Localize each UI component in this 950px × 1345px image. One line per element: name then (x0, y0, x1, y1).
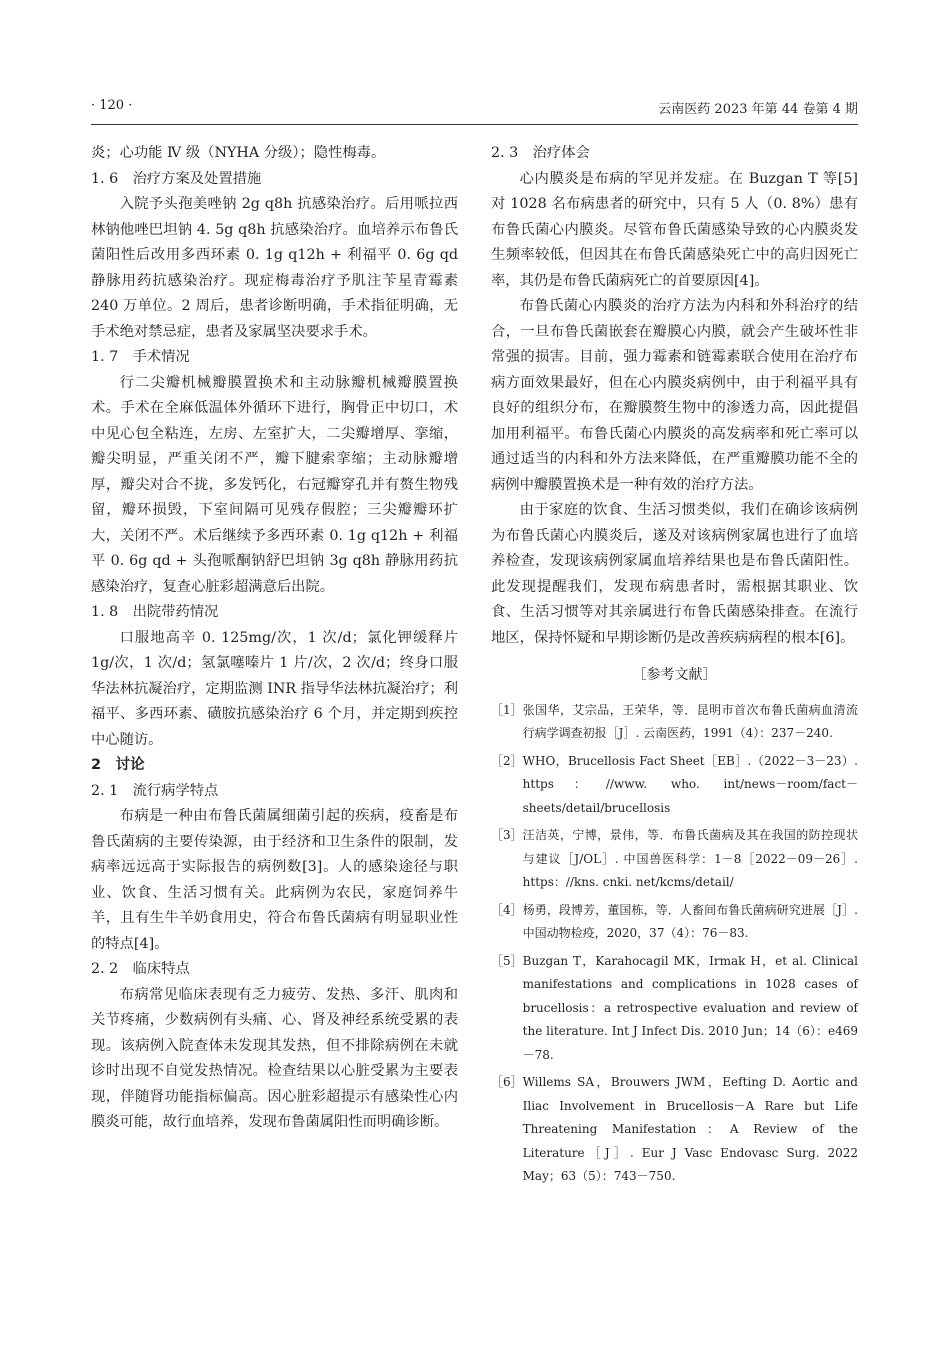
section-2-3-paragraph-3: 由于家庭的饮食、生活习惯类似，我们在确诊该病例为布鲁氏菌心内膜炎后，遂及对该病例家属也进行了血培养检查，发现该病例家属血培养结果也是布鲁氏菌阳性。此发现提醒我们，发现布病患者时，需根据其职业、饮食、生活习惯等对其亲属进行布鲁氏菌感染排查。在流行地区，保持怀疑和早期诊断仍是改善疾病病程的根本[6]。 (491, 502, 858, 646)
reference-text: 张国华，艾宗品，王荣华，等．昆明市首次布鲁氏菌病血清流行病学调查初报［J］. 云南医药，1991（4）：237－240. (522, 702, 858, 740)
reference-item (491, 824, 858, 895)
reference-number: ［5］ (491, 953, 523, 968)
section-2-1-heading: 2. 1 流行病学特点 (91, 782, 219, 799)
section-1-7-paragraph: 行二尖瓣机械瓣膜置换术和主动脉瓣机械瓣膜置换术。手术在全麻低温体外循环下进行，胸骨正中切口，术中见心包全粘连，左房、左室扩大，二尖瓣增厚、挛缩，瓣尖明显，严重关闭不严，瓣下腱索挛缩；主动脉瓣增厚，瓣尖对合不拢，多发钙化，右冠瓣穿孔并有赘生物残留，瓣环损毁，下室间隔可见残存假腔；三尖瓣瓣环扩大，关闭不严。术后继续予多西环素 0. 1g q12h + 利福平 0. 6g qd + 头孢哌酮钠舒巴坦钠 3g q8h 静脉用药抗感染治疗，复查心脏彩超满意后出院。 (91, 374, 458, 595)
reference-number: ［3］ (491, 828, 523, 842)
section-1-6-paragraph: 入院予头孢美唑钠 2g q8h 抗感染治疗。后用哌拉西林钠他唑巴坦钠 4. 5g q8h 抗感染治疗。血培养示布鲁氏菌阳性后改用多西环素 0. 1g q12h + 利福平 0. 6g qd 静脉用药抗感染治疗。现症梅毒治疗予肌注苄星青霉素 240 万单位。2 周后，患者诊断明确，手术指征明确，无手术绝对禁忌症，患者及家属坚决要求手术。 (91, 196, 458, 340)
section-2-2-heading: 2. 2 临床特点 (91, 961, 190, 977)
section-2-3-paragraph-1: 心内膜炎是布病的罕见并发症。在 Buzgan T 等[5]对 1028 名布病患者的研究中，只有 5 人（0. 8%）患有布鲁氏菌心内膜炎。尽管布鲁氏菌感染导致的心内膜炎发生频率较低，但因其在布鲁氏菌感染死亡中的高归因死亡率，其仍是布鲁氏菌病死亡的首要原因[4]。 (491, 170, 858, 289)
section-1-6-heading: 1. 6 治疗方案及处置措施 (91, 170, 262, 187)
references-title: ［参考文献］ (632, 667, 717, 683)
reference-list (491, 699, 858, 1189)
section-1-8-heading: 1. 8 出院带药情况 (91, 604, 219, 620)
left-column (91, 141, 458, 1136)
page-header (91, 98, 858, 124)
reference-number: ［2］ (491, 753, 523, 768)
header-rule (91, 124, 858, 125)
section-2-3-heading: 2. 3 治疗体会 (491, 145, 590, 161)
reference-number: ［6］ (491, 1075, 523, 1089)
reference-text: 汪洁英，宁博，景伟，等．布鲁氏菌病及其在我国的防控现状与建议［J/OL］. 中国兽医科学：1－8［2022－09－26］. https：//kns. cnki. net/kcms/detail/ (522, 828, 858, 889)
section-2-1-paragraph: 布病是一种由布鲁氏菌属细菌引起的疾病，疫畜是布鲁氏菌病的主要传染源，由于经济和卫生条件的限制，发病率远远高于实际报告的病例数[3]。人的感染途径与职业、饮食、生活习惯有关。此病例为农民，家庭饲养牛羊，且有生牛羊奶食用史，符合布鲁氏菌病有明显职业性的特点[4]。 (91, 808, 458, 952)
reference-item (491, 699, 858, 746)
reference-number: ［4］ (491, 902, 523, 917)
reference-item (491, 1071, 858, 1189)
paragraph-diagnosis-end: 炎；心功能 Ⅳ 级（NYHA 分级）；隐性梅毒。 (91, 145, 386, 161)
reference-number: ［1］ (491, 702, 523, 717)
reference-text: Buzgan T，Karahocagil MK，Irmak H，et al. Clinical manifestations and complications in 1028 cases of brucellosis：a retrospective evaluation and review of the literature. Int J Infect Dis. 2010 Jun；14（6）：e469－78. (522, 953, 858, 1062)
section-1-7-heading: 1. 7 手术情况 (91, 349, 190, 365)
reference-text: Willems SA，Brouwers JWM，Eefting D. Aortic and Iliac Involvement in Brucellosis－A Rare but Life Threatening Manifestation：A Review of the Literature［J］. Eur J Vasc Endovasc Surg. 2022 May；63（5）：743－750. (522, 1075, 858, 1183)
section-2-3-paragraph-2: 布鲁氏菌心内膜炎的治疗方法为内科和外科治疗的结合，一旦布鲁氏菌嵌套在瓣膜心内膜，就会产生破坏性非常强的损害。目前，强力霉素和链霉素联合使用在治疗布病方面效果最好，但在心内膜炎病例中，由于利福平具有良好的组织分布，在瓣膜赘生物中的渗透力高，因此提倡加用利福平。布鲁氏菌心内膜炎的高发病率和死亡率可以通过适当的内科和外方法来降低，在严重瓣膜功能不全的病例中瓣膜置换术是一种有效的治疗方法。 (491, 298, 858, 493)
section-2-2-paragraph: 布病常见临床表现有乏力疲劳、发热、多汗、肌肉和关节疼痛，少数病例有头痛、心、肾及神经系统受累的表现。该病例入院查体未发现其发热，但不排除病例在未就诊时出现不自觉发热情况。检查结果以心脏受累为主要表现，伴随肾功能指标偏高。因心脏彩超提示有感染性心内膜炎可能，故行血培养，发现布鲁菌属阳性而明确诊断。 (91, 986, 458, 1130)
section-1-8-paragraph: 口服地高辛 0. 125mg/次，1 次/d；氯化钾缓释片 1g/次，1 次/d；氢氯噻嗪片 1 片/次，2 次/d；终身口服华法林抗凝治疗，定期监测 INR 指导华法林抗凝治疗；利福平、多西环素、磺胺抗感染治疗 6 个月，并定期到疾控中心随访。 (91, 629, 458, 748)
reference-item (491, 750, 858, 821)
section-2-heading: 2 讨论 (91, 757, 145, 773)
reference-text: 杨勇，段博芳，董国栋，等．人畜间布鲁氏菌病研究进展［J］. 中国动物检疫，2020，37（4）：76－83. (522, 902, 858, 940)
reference-text: WHO，Brucellosis Fact Sheet［EB］.（2022－3－23）. https：//www. who. int/news－room/fact－sheets/detail/brucellosis (522, 753, 858, 815)
page-number: · 120 · (91, 98, 133, 113)
reference-item (491, 950, 858, 1068)
journal-title: 云南医药 2023 年第 44 卷第 4 期 (658, 102, 858, 117)
right-column (491, 141, 858, 1193)
reference-item (491, 899, 858, 946)
